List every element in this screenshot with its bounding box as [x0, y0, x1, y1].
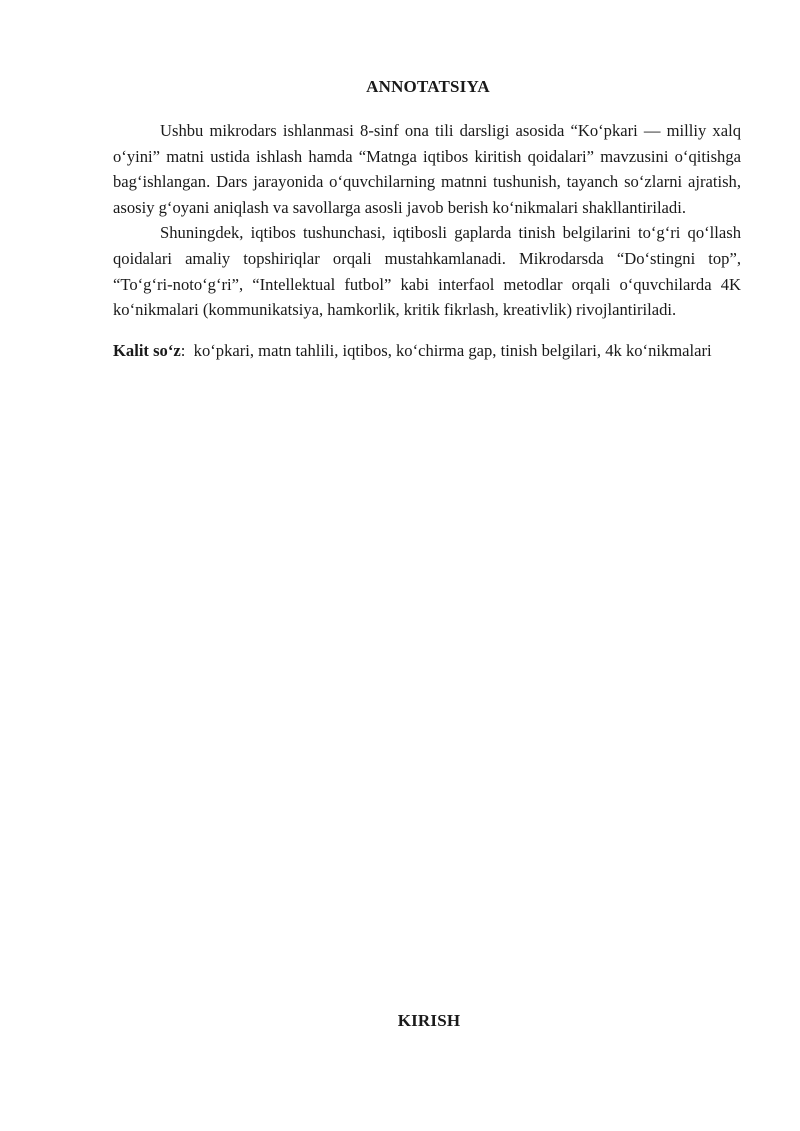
annotation-title: ANNOTATSIYA [366, 77, 490, 96]
annotation-body [113, 118, 741, 363]
annotation-paragraph-2: Shuningdek, iqtibos tushunchasi, iqtibosli gaplarda tinish belgilarini to‘g‘ri qo‘llash qoidalari amaliy topshiriqlar orqali mustahkamlanadi. Mikrodarsda “Do‘stingni top”, “To‘g‘ri-noto‘g‘ri”, “Intellektual futbol” kabi interfaol metodlar orqali o‘quvchilarda 4K ko‘nikmalari (kommunikatsiya, hamkorlik, kritik fikrlash, kreativlik) rivojlantiriladi. [113, 223, 741, 320]
introduction-title: KIRISH [397, 1011, 461, 1030]
keywords-text: ko‘pkari, matn tahlili, iqtibos, ko‘chirma gap, tinish belgilari, 4k ko‘nikmalari [193, 340, 712, 360]
keywords-line [113, 338, 741, 364]
annotation-paragraph-1: Ushbu mikrodars ishlanmasi 8-sinf ona tili darsligi asosida “Ko‘pkari — milliy xalq o‘yini” matni ustida ishlash hamda “Matnga iqtibos kiritish qoidalari” mavzusini o‘qitishga bag‘ishlangan. Dars jarayonida o‘quvchilarning matnni tushunish, tayanch so‘zlarni ajratish, asosiy g‘oyani aniqlash va savollarga asosli javob berish ko‘nikmalari shakllantiriladi. [113, 121, 741, 217]
keywords-separator: : [180, 340, 186, 360]
keywords-label: Kalit so‘z [113, 340, 181, 360]
